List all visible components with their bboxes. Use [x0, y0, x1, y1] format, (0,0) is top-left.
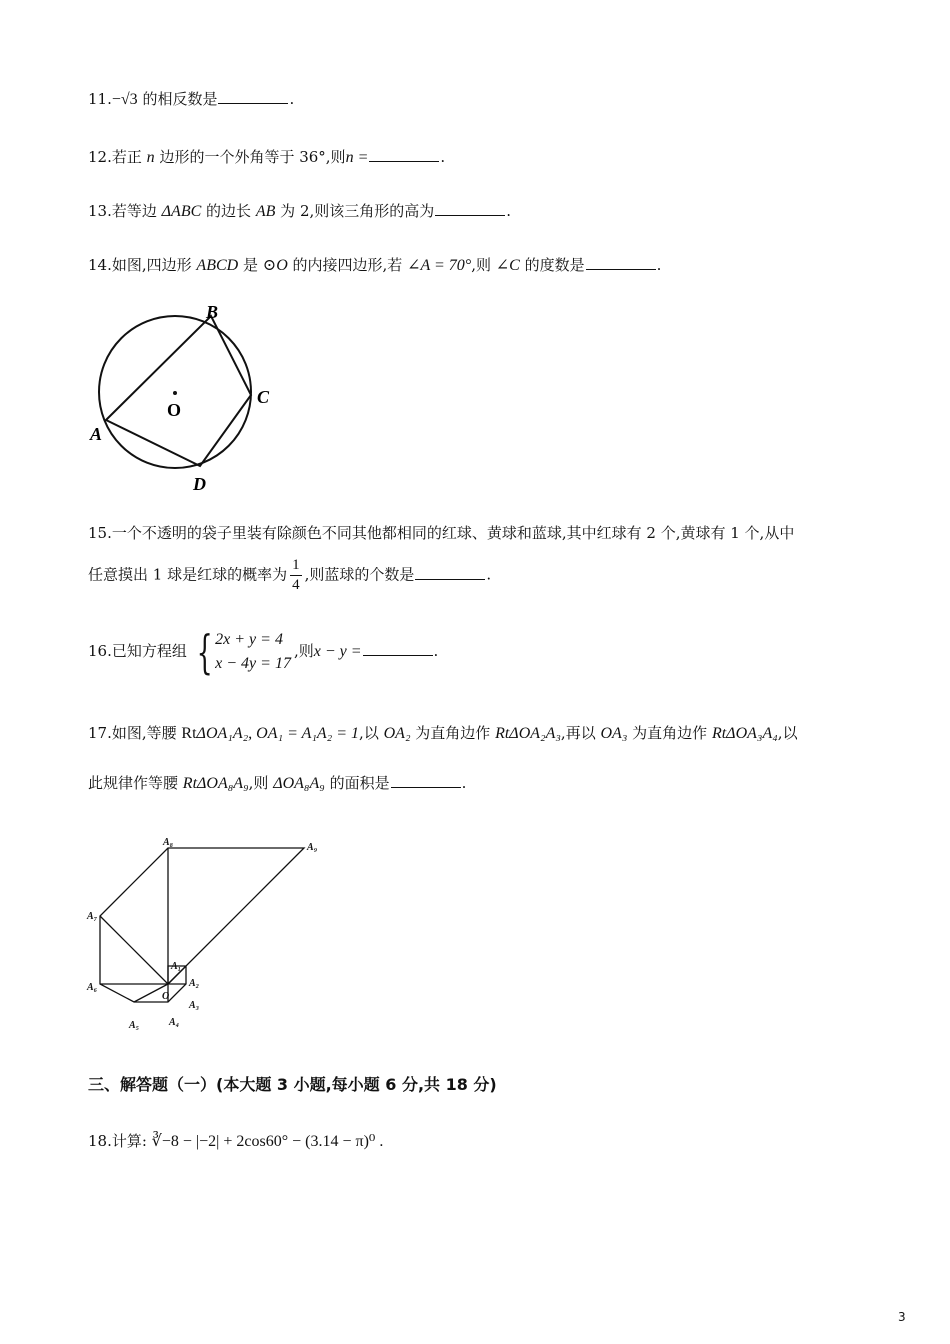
- question-text: ,则: [293, 642, 314, 660]
- center-dot: [173, 391, 177, 395]
- question-12: 12.若正 n 边形的一个外角等于 36°,则n = .: [88, 148, 446, 166]
- question-number: 16.: [88, 642, 112, 660]
- math-expression: ABCD: [196, 257, 239, 274]
- label-a4: A₄: [169, 1017, 180, 1028]
- math-expression: AB: [255, 203, 276, 220]
- answer-blank: [391, 773, 461, 788]
- question-number: 15.: [88, 524, 112, 542]
- question-number: 12.: [88, 148, 112, 166]
- math-expression: OA₂: [383, 725, 411, 742]
- math-expression: ΔOA₈A₉: [273, 775, 325, 792]
- math-expression: Rt: [181, 725, 197, 742]
- math-expression: ΔABC: [161, 203, 202, 220]
- math-expression: x − y =: [313, 643, 362, 660]
- question-number: 18.: [88, 1132, 112, 1150]
- spiral-outline: [100, 848, 304, 1002]
- question-number: 14.: [88, 256, 112, 274]
- label-a3: A₃: [189, 1000, 200, 1011]
- math-expression: ∠A = 70°: [407, 257, 472, 274]
- question-text: 如图,等腰: [111, 724, 177, 742]
- math-expression: RtΔOA₈A₉: [182, 775, 249, 792]
- question-text: ,则蓝球的个数是: [304, 565, 415, 584]
- answer-blank: [369, 147, 439, 162]
- label-a: A: [90, 424, 103, 444]
- label-a2: A₂: [189, 978, 200, 989]
- question-text: 任意摸出 1 球是红球的概率为: [88, 565, 288, 584]
- question-number: 11.: [88, 90, 112, 108]
- question-text: 是: [242, 256, 258, 274]
- answer-blank: [363, 641, 433, 656]
- question-text: 为直角边作: [415, 724, 491, 742]
- question-text: 此规律作等腰: [88, 774, 179, 792]
- question-15-line-2: 任意摸出 1 球是红球的概率为 $\frac{1}{4}$ ,则蓝球的个数是 .: [88, 557, 492, 593]
- math-expression: RtΔOA₂A₃: [495, 725, 561, 742]
- question-text: 已知方程组: [111, 642, 187, 660]
- math-expression: ΔOA₁A₂: [196, 725, 249, 742]
- question-text: 如图,四边形: [111, 256, 192, 274]
- question-text: 的面积是: [329, 774, 390, 792]
- question-text: ,则: [248, 774, 269, 792]
- question-text: 若正: [111, 148, 142, 166]
- fraction-numerator: 1: [290, 556, 302, 576]
- equation-2: x − 4y = 17: [215, 655, 291, 672]
- question-16: 16.已知方程组 { 2x + y = 4 x − 4y = 17 ,则x − y = .: [88, 625, 439, 679]
- question-17-line-2: 此规律作等腰 RtΔOA₈A₉,则 ΔOA₈A₉ 的面积是 .: [88, 774, 467, 792]
- question-text: 若等边: [111, 202, 157, 220]
- answer-blank: [218, 89, 288, 104]
- label-a7: A₇: [87, 911, 98, 922]
- question-17: [88, 722, 798, 745]
- label-o: O: [162, 991, 170, 1002]
- question-14: 14.如图,四边形 ABCD 是 ⊙O 的内接四边形,若 ∠A = 70°,则 ∠C 的度数是 .: [88, 256, 662, 274]
- answer-blank: [586, 255, 656, 270]
- equation-system: [190, 625, 291, 679]
- math-expression: −√3: [111, 91, 138, 108]
- equation-1: 2x + y = 4: [215, 631, 283, 648]
- page-number: 3: [898, 1310, 906, 1324]
- label-a1: A₁: [171, 961, 182, 972]
- question-text: 的边长: [206, 202, 252, 220]
- question-11: 11.−√3 的相反数是 .: [88, 90, 295, 108]
- math-expression: ∠C: [495, 257, 520, 274]
- question-text: 为直角边作: [632, 724, 708, 742]
- math-expression: , OA₁ = A₁A₂ = 1: [248, 725, 360, 742]
- label-a6: A₆: [87, 982, 98, 993]
- question-text: ,以: [359, 724, 379, 742]
- question-text: 计算:: [111, 1132, 147, 1150]
- label-a9: A₉: [307, 842, 318, 853]
- question-text: ,则: [471, 256, 491, 274]
- question-text: 一个不透明的袋子里装有除颜色不同其他都相同的红球、黄球和蓝球,其中红球有 2 个,黄球有 1 个,从中: [111, 524, 795, 542]
- question-text: 边形的一个外角等于 36°,则: [159, 148, 346, 166]
- question-18: [88, 1130, 383, 1153]
- spiral-triangles-figure: [85, 830, 330, 1040]
- question-text: 的度数是: [524, 256, 585, 274]
- circle-quadrilateral-figure: [85, 300, 285, 500]
- fraction: [290, 556, 302, 595]
- question-text: 的相反数是: [142, 90, 218, 108]
- label-c: C: [257, 387, 270, 407]
- question-text: 为 2,则该三角形的高为: [280, 202, 435, 220]
- question-number: 17.: [88, 724, 112, 742]
- question-number: 13.: [88, 202, 112, 220]
- answer-blank: [435, 201, 505, 216]
- label-a8: A₈: [163, 837, 174, 848]
- label-b: B: [206, 302, 219, 322]
- question-13: 13.若等边 ΔABC 的边长 AB 为 2,则该三角形的高为 .: [88, 202, 512, 220]
- math-expression: RtΔOA₃A₄: [711, 725, 778, 742]
- label-d: D: [193, 474, 206, 494]
- fraction-denominator: 4: [292, 577, 300, 593]
- math-expression: n =: [345, 149, 369, 166]
- label-a5: A₅: [129, 1020, 140, 1031]
- brace: {: [196, 625, 213, 679]
- question-15: [88, 522, 794, 544]
- math-variable: n: [146, 149, 155, 166]
- question-text: ,再以: [560, 724, 596, 742]
- label-o: O: [167, 400, 182, 420]
- math-expression: ∛−8 − |−2| + 2cos60° − (3.14 − π)⁰ .: [151, 1133, 384, 1150]
- math-expression: OA₃: [600, 725, 628, 742]
- answer-blank: [415, 565, 485, 580]
- question-text: ,以: [777, 724, 798, 742]
- question-text: 的内接四边形,若: [292, 256, 403, 274]
- math-expression: ⊙O: [262, 257, 288, 274]
- segment-oa7: [100, 916, 168, 984]
- section-heading: 三、解答题（一）(本大题 3 小题,每小题 6 分,共 18 分): [88, 1075, 497, 1094]
